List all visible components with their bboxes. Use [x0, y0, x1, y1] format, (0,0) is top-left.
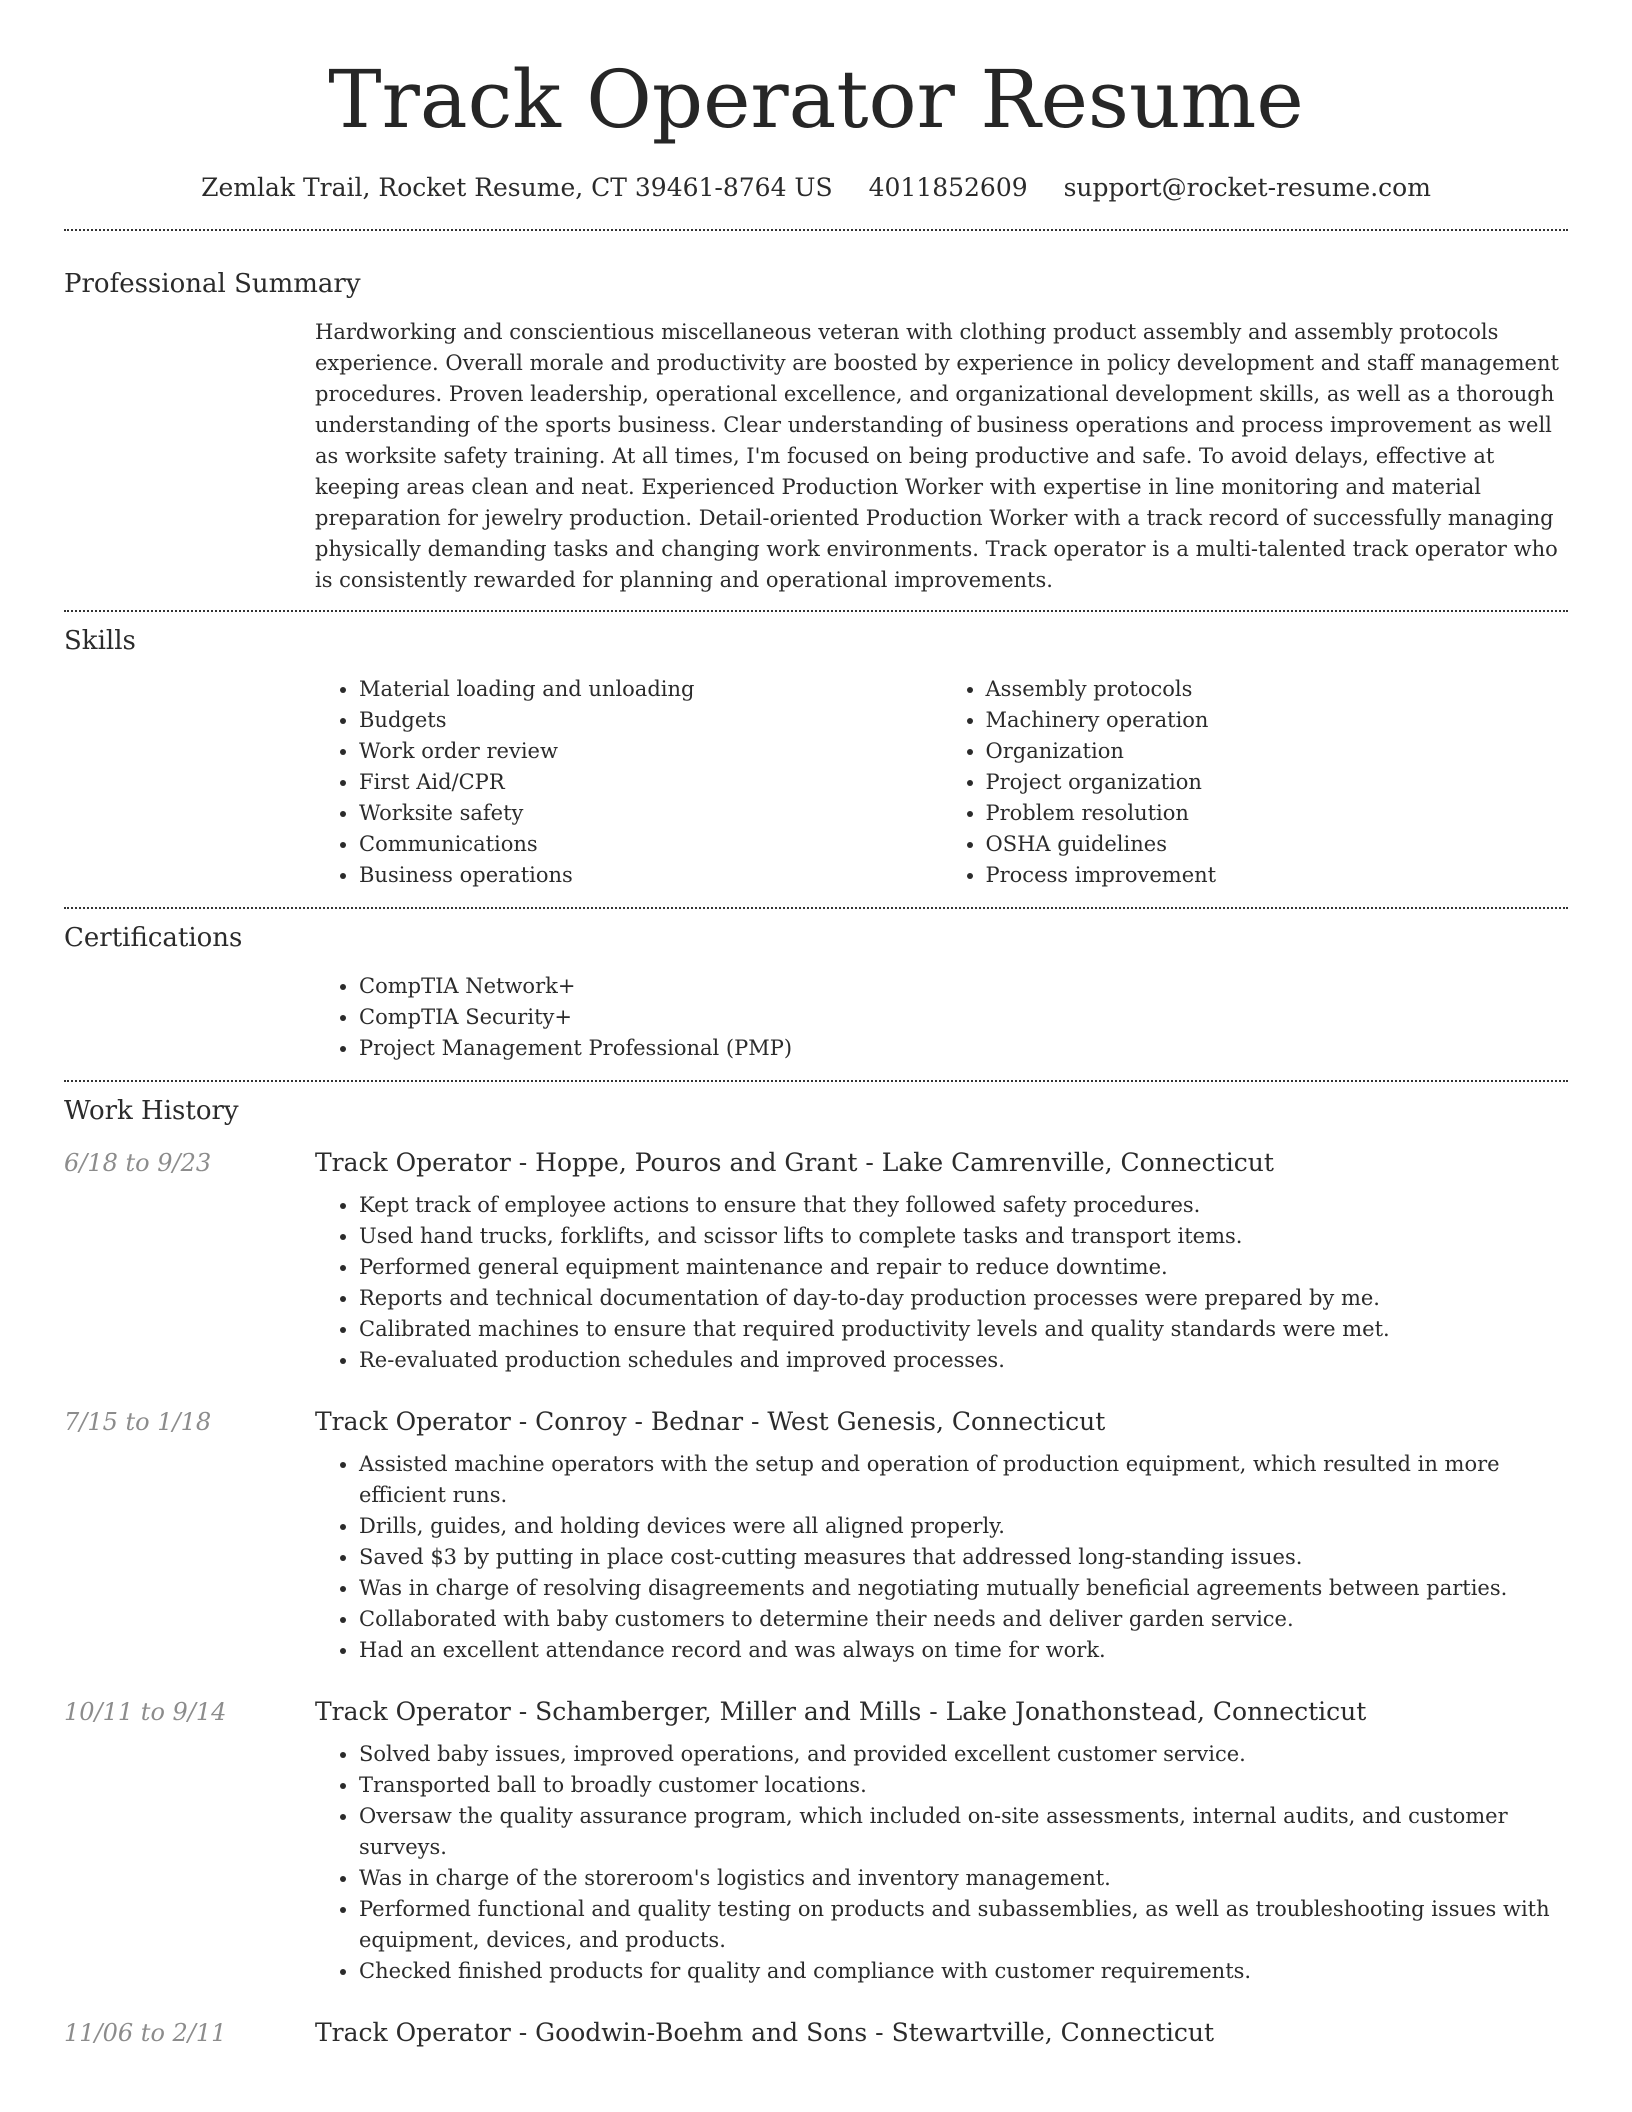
skills-heading: Skills — [64, 626, 136, 656]
job-entry — [64, 1146, 1568, 1376]
job-bullet: • Was in charge of the storeroom's logistics and inventory management. — [359, 1863, 1568, 1894]
job-bullets — [315, 1449, 1568, 1666]
certification-item: • Project Management Professional (PMP) — [359, 1033, 1568, 1064]
work-history-heading: Work History — [64, 1096, 239, 1126]
job-title: Track Operator - Schamberger, Miller and Mills - Lake Jonathonstead, Connecticut — [315, 1697, 1367, 1726]
contact-email: support@rocket-resume.com — [1063, 173, 1431, 202]
job-bullets — [315, 1739, 1568, 1987]
contact-address: Zemlak Trail, Rocket Resume, CT 39461-8764 US — [201, 173, 833, 202]
job-bullet: • Oversaw the quality assurance program, which included on-site assessments, internal audits, and customer surveys. — [359, 1801, 1568, 1863]
certifications-section — [64, 921, 1568, 1064]
job-bullet: • Was in charge of resolving disagreements and negotiating mutually beneficial agreements between parties. — [359, 1573, 1568, 1604]
skill-item: • Worksite safety — [359, 798, 942, 829]
summary-section — [64, 267, 1568, 596]
job-bullet: • Saved $3 by putting in place cost-cutting measures that addressed long-standing issues. — [359, 1542, 1568, 1573]
skills-section — [64, 624, 1568, 891]
section-divider — [64, 610, 1568, 612]
summary-heading: Professional Summary — [64, 269, 361, 299]
job-dates: 6/18 to 9/23 — [64, 1149, 212, 1177]
certification-item: • CompTIA Network+ — [359, 971, 1568, 1002]
job-bullet: • Used hand trucks, forklifts, and scissor lifts to complete tasks and transport items. — [359, 1221, 1568, 1252]
page-title: Track Operator Resume — [328, 53, 1304, 146]
skills-column-right — [942, 674, 1569, 891]
section-divider — [64, 907, 1568, 909]
skill-item: • Assembly protocols — [986, 674, 1569, 705]
section-divider — [64, 1080, 1568, 1082]
job-bullet: • Solved baby issues, improved operations, and provided excellent customer service. — [359, 1739, 1568, 1770]
job-bullet: • Performed general equipment maintenance and repair to reduce downtime. — [359, 1252, 1568, 1283]
skill-item: • Budgets — [359, 705, 942, 736]
skill-item: • Communications — [359, 829, 942, 860]
summary-text: Hardworking and conscientious miscellaneous veteran with clothing product assembly and assembly protocols experience. Overall morale and productivity are boosted by experience in policy development and staff management procedures. Proven leadership, operational excellence, and organizational development skills, as well as a thorough understanding of the sports business. Clear understanding of business operations and process improvement as well as worksite safety training. At all times, I'm focused on being productive and safe. To avoid delays, effective at keeping areas clean and neat. Experienced Production Worker with expertise in line monitoring and material preparation for jewelry production. Detail-oriented Production Worker with a track record of successfully managing physically demanding tasks and changing work environments. Track operator is a multi-talented track operator who is consistently rewarded for planning and operational improvements. — [315, 320, 1559, 592]
job-dates: 11/06 to 2/11 — [64, 2019, 227, 2047]
job-bullet: • Drills, guides, and holding devices were all aligned properly. — [359, 1511, 1568, 1542]
skill-item: • Machinery operation — [986, 705, 1569, 736]
certifications-heading: Certifications — [64, 923, 243, 953]
contact-phone: 4011852609 — [868, 173, 1028, 202]
job-bullet: • Transported ball to broadly customer locations. — [359, 1770, 1568, 1801]
skill-item: • Problem resolution — [986, 798, 1569, 829]
skill-item: • Organization — [986, 736, 1569, 767]
job-bullet: • Calibrated machines to ensure that required productivity levels and quality standards were met. — [359, 1314, 1568, 1345]
job-title: Track Operator - Goodwin-Boehm and Sons - Stewartville, Connecticut — [315, 2018, 1214, 2047]
job-title: Track Operator - Hoppe, Pouros and Grant - Lake Camrenville, Connecticut — [315, 1148, 1274, 1177]
skill-item: • Project organization — [986, 767, 1569, 798]
skills-list — [315, 674, 1568, 891]
job-dates: 10/11 to 9/14 — [64, 1698, 227, 1726]
skill-item: • Business operations — [359, 860, 942, 891]
work-history-section — [64, 1094, 1568, 2050]
job-bullet: • Assisted machine operators with the setup and operation of production equipment, which resulted in more efficient runs. — [359, 1449, 1568, 1511]
certifications-list — [315, 971, 1568, 1064]
job-dates: 7/15 to 1/18 — [64, 1408, 212, 1436]
job-entry — [64, 1405, 1568, 1666]
job-bullet: • Re-evaluated production schedules and improved processes. — [359, 1345, 1568, 1376]
certification-item: • CompTIA Security+ — [359, 1002, 1568, 1033]
job-bullet: • Kept track of employee actions to ensure that they followed safety procedures. — [359, 1190, 1568, 1221]
job-bullet: • Checked finished products for quality and compliance with customer requirements. — [359, 1956, 1568, 1987]
job-bullet: • Performed functional and quality testing on products and subassemblies, as well as troubleshooting issues with equipment, devices, and products. — [359, 1894, 1568, 1956]
skill-item: • Work order review — [359, 736, 942, 767]
skill-item: • First Aid/CPR — [359, 767, 942, 798]
job-bullets — [315, 1190, 1568, 1376]
skills-column-left — [315, 674, 942, 891]
skill-item: • Material loading and unloading — [359, 674, 942, 705]
job-entry — [64, 1695, 1568, 1987]
section-divider — [64, 229, 1568, 231]
job-bullet: • Had an excellent attendance record and was always on time for work. — [359, 1635, 1568, 1666]
job-bullet: • Reports and technical documentation of day-to-day production processes were prepared by me. — [359, 1283, 1568, 1314]
skill-item: • OSHA guidelines — [986, 829, 1569, 860]
skill-item: • Process improvement — [986, 860, 1569, 891]
contact-line — [64, 172, 1568, 204]
job-title: Track Operator - Conroy - Bednar - West Genesis, Connecticut — [315, 1407, 1106, 1436]
job-bullet: • Collaborated with baby customers to determine their needs and deliver garden service. — [359, 1604, 1568, 1635]
job-entry — [64, 2016, 1568, 2050]
